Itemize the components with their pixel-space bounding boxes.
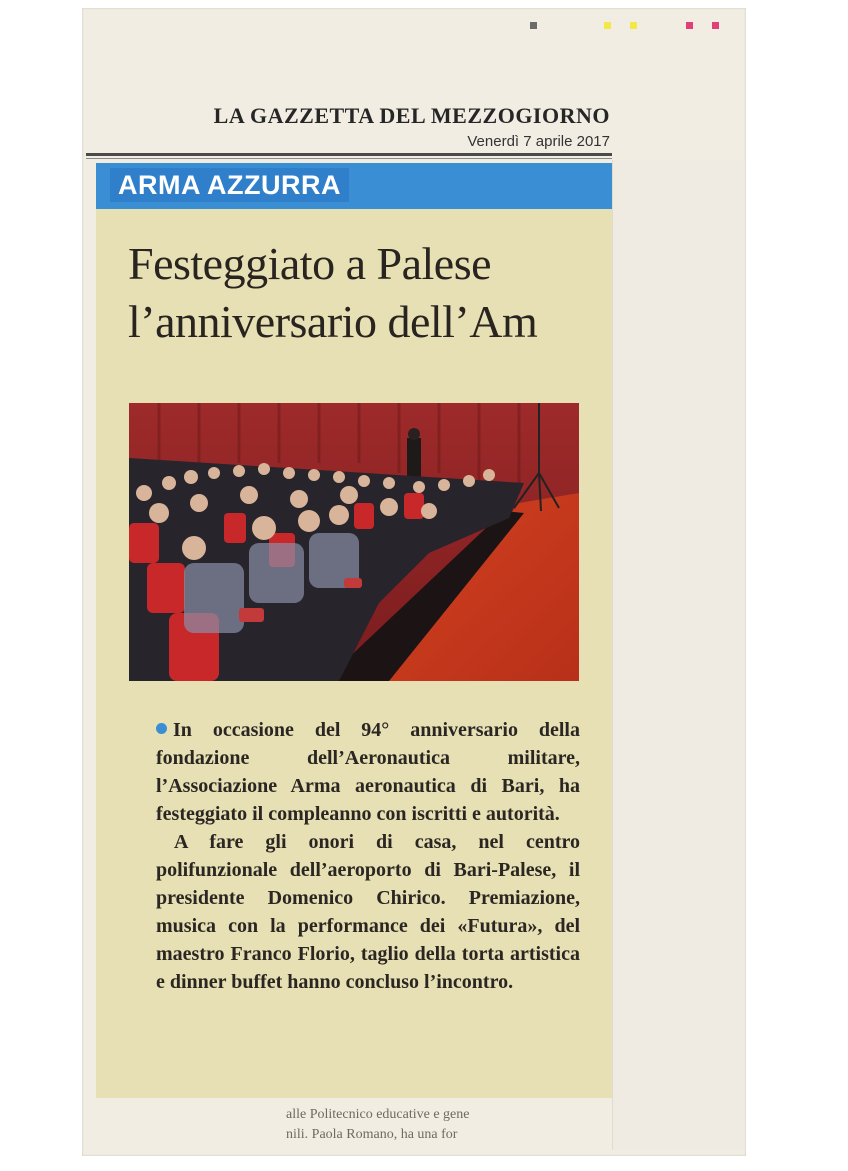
fragment-line-1: alle Politecnico educative e gene — [286, 1107, 470, 1122]
paragraph-1-text: In occasione del 94° anniversario della fondazione dell’Aeronautica militare, l’Associazione Arma aeronautica di Bari, ha festeggiato il compleanno con iscritti e autorità. — [156, 719, 580, 825]
section-label: ARMA AZZURRA — [110, 168, 349, 202]
adjacent-column-strip — [612, 160, 745, 1150]
masthead-rule-thin — [86, 158, 612, 159]
adjacent-article-fragment — [286, 1105, 606, 1145]
bullet-dot-icon — [156, 723, 167, 734]
headline-line-2: l’anniversario dell’Am — [128, 296, 538, 347]
article-headline — [128, 235, 598, 351]
section-bar — [96, 163, 612, 209]
publication-date: Venerdì 7 aprile 2017 — [467, 133, 610, 150]
audience-photo — [129, 403, 579, 681]
paragraph-1 — [156, 716, 580, 828]
article-panel — [96, 163, 612, 1098]
print-registration-marks — [530, 22, 730, 34]
article-body — [156, 716, 580, 996]
newspaper-masthead: LA GAZZETTA DEL MEZZOGIORNO — [213, 103, 610, 128]
paragraph-2: A fare gli onori di casa, nel centro polifunzionale dell’aeroporto di Bari-Palese, il presidente Domenico Chirico. Premiazione, musica con la performance dei «Futura», del maestro Franco Florio, taglio della torta artistica e dinner buffet hanno concluso l’incontro. — [156, 831, 580, 993]
audience-photo-image — [129, 403, 579, 681]
fragment-line-2: nili. Paola Romano, ha una for — [286, 1127, 458, 1142]
masthead-rule — [86, 153, 612, 156]
headline-line-1: Festeggiato a Palese — [128, 238, 492, 289]
